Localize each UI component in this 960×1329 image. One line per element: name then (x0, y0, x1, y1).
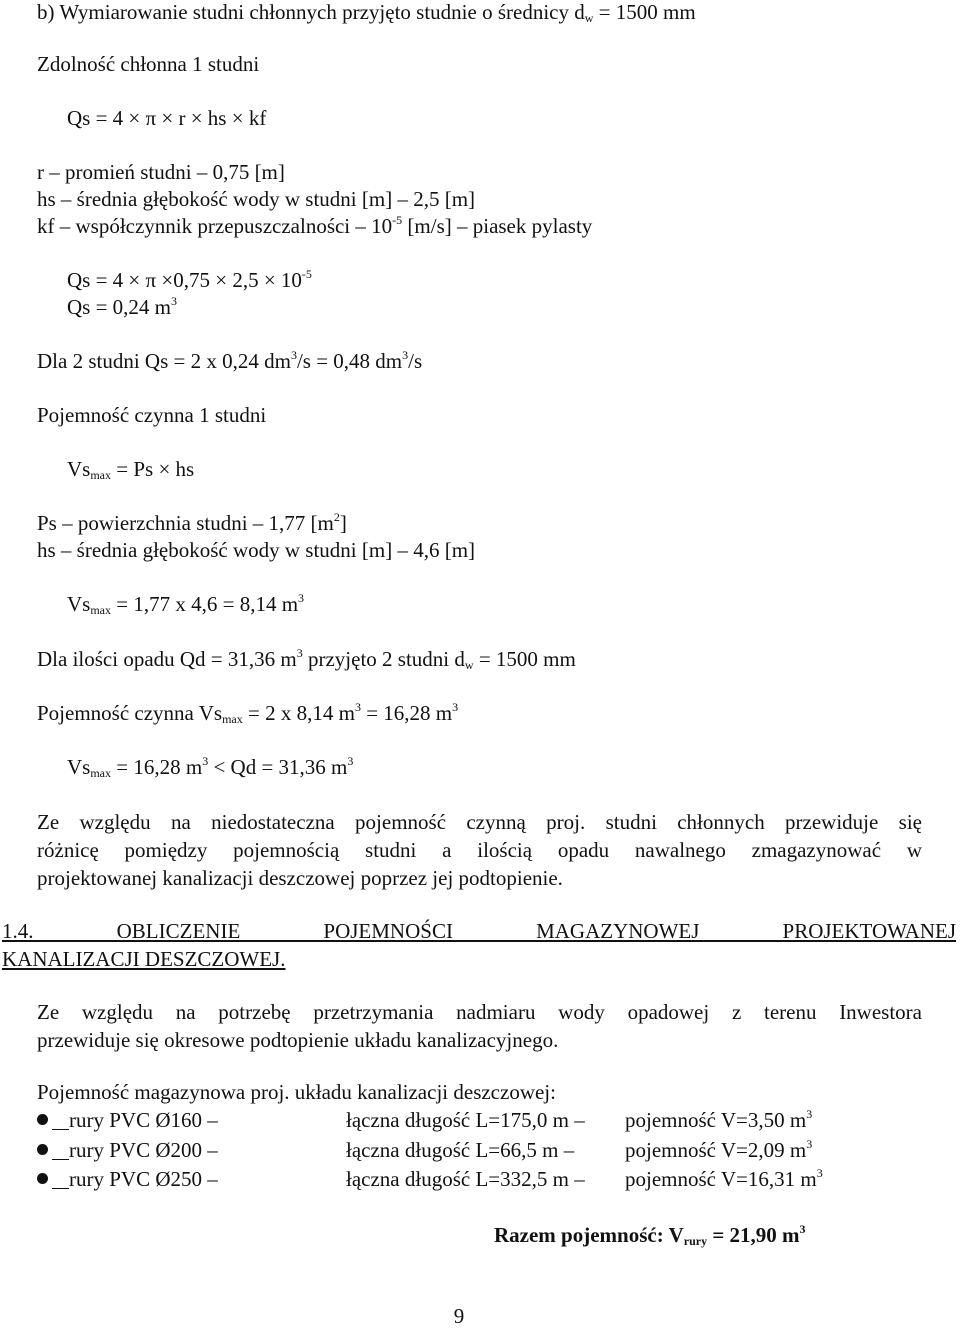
paragraph-line: Ze względu na niedostateczna pojemność czynną proj. studni chłonnych przewiduje się (37, 810, 922, 834)
bullet-icon (37, 1114, 48, 1125)
vs-comparison: $Vs_{max} = 16,28$ $m^3 < Qd = 31,36$ $m^3$ (67, 754, 354, 780)
section-b-title: b) Wymiarowanie studni chłonnych przyjęto studnie o średnicy $d_w = 1500$ mm (37, 0, 696, 25)
pipe-length: łączna długość L=66,5 m – (346, 1138, 575, 1162)
paragraph-line: projektowanej kanalizacji deszczowej poprzez jej podtopienie. (37, 866, 563, 890)
dla-ilosci-opadu: Dla ilości opadu Qd = 31,36 $m^3$ przyjęto 2 studni $d_w = 1500$ mm (37, 646, 576, 672)
def-kf: kf – współczynnik przepuszczalności – $10^{-5}$ [m/s] – piasek pylasty (37, 213, 593, 238)
heading-line-2: KANALIZACJI DESZCZOWEJ. (2, 947, 286, 971)
paragraph-line: przewiduje się okresowe podtopienie układu kanalizacyjnego. (37, 1028, 559, 1052)
list-item (37, 1137, 813, 1162)
qs-calc-2: Qs = 0,24 $m^3$ (67, 294, 178, 319)
bullet-icon (37, 1144, 48, 1155)
pipe-type: rury PVC Ø250 – (69, 1167, 218, 1191)
paragraph-podtopienie (37, 808, 922, 892)
paragraph-line: Ze względu na potrzebę przetrzymania nadmiaru wody opadowej z terenu Inwestora (37, 1000, 922, 1024)
def-r: r – promień studni – 0,75 [m] (37, 160, 285, 184)
vs-calc: $Vs_{max} = 1,77$ x 4,6 = 8,14 $m^3$ (67, 591, 305, 617)
bullet-icon (37, 1173, 48, 1184)
pojemnosc-czynna: Pojemność czynna $Vs_{max} = 2$ x 8,14 $m^3 = 16,28$ $m^3$ (37, 700, 459, 726)
pipe-length: łączna długość L=332,5 m – (346, 1167, 585, 1191)
list-item (37, 1166, 823, 1191)
pipe-capacity: pojemność V=3,50 $m^3$ (625, 1107, 813, 1132)
zdolnosc-title: Zdolność chłonna 1 studni (37, 52, 260, 76)
qs-calc-1: $Qs = 4 \times \pi \times 0,75 \times 2,5 \times 10^{-5}$ (67, 267, 312, 292)
paragraph-inwestor (37, 998, 922, 1054)
pipe-length: łączna długość L=175,0 m – (346, 1108, 585, 1132)
pipe-capacity: pojemność V=2,09 $m^3$ (625, 1137, 813, 1162)
list-item (37, 1107, 813, 1132)
def-ps: Ps – powierzchnia studni – 1,77 $[m^2]$ (37, 510, 347, 535)
def-hs-2: hs – średnia głębokość wody w studni [m] – 4,6 [m] (37, 538, 476, 562)
heading-line-1: 1.4. OBLICZENIE POJEMNOŚCI MAGAZYNOWEJ PROJEKTOWANEJ (2, 919, 956, 943)
section-heading (2, 917, 956, 973)
qs-formula: Qs = 4 × π × r × hs × kf (67, 106, 267, 130)
paragraph-line: różnicę pomiędzy pojemnością studni a ilością opadu nawalnego zmagazynować w (37, 838, 922, 862)
dla-2-studni: Dla 2 studni Qs = 2 x 0,24 $dm^3/s = 0,48$ $dm^3/s$ (37, 348, 423, 373)
vs-formula: $Vs_{max} = Ps$ × hs (67, 457, 195, 482)
pipe-capacity: pojemność V=16,31 $m^3$ (625, 1166, 823, 1191)
def-hs: hs – średnia głębokość wody w studni [m] – 2,5 [m] (37, 187, 476, 211)
pojemnosc-title: Pojemność czynna 1 studni (37, 403, 267, 427)
page-number: 9 (453, 1304, 465, 1328)
pipe-type: rury PVC Ø200 – (69, 1138, 218, 1162)
pipe-type: rury PVC Ø160 – (69, 1108, 218, 1132)
total-capacity: Razem pojemność: $V_{rury} = 21,90$ $m^3$ (494, 1222, 806, 1248)
storage-title: Pojemność magazynowa proj. układu kanalizacji deszczowej: (37, 1080, 556, 1104)
